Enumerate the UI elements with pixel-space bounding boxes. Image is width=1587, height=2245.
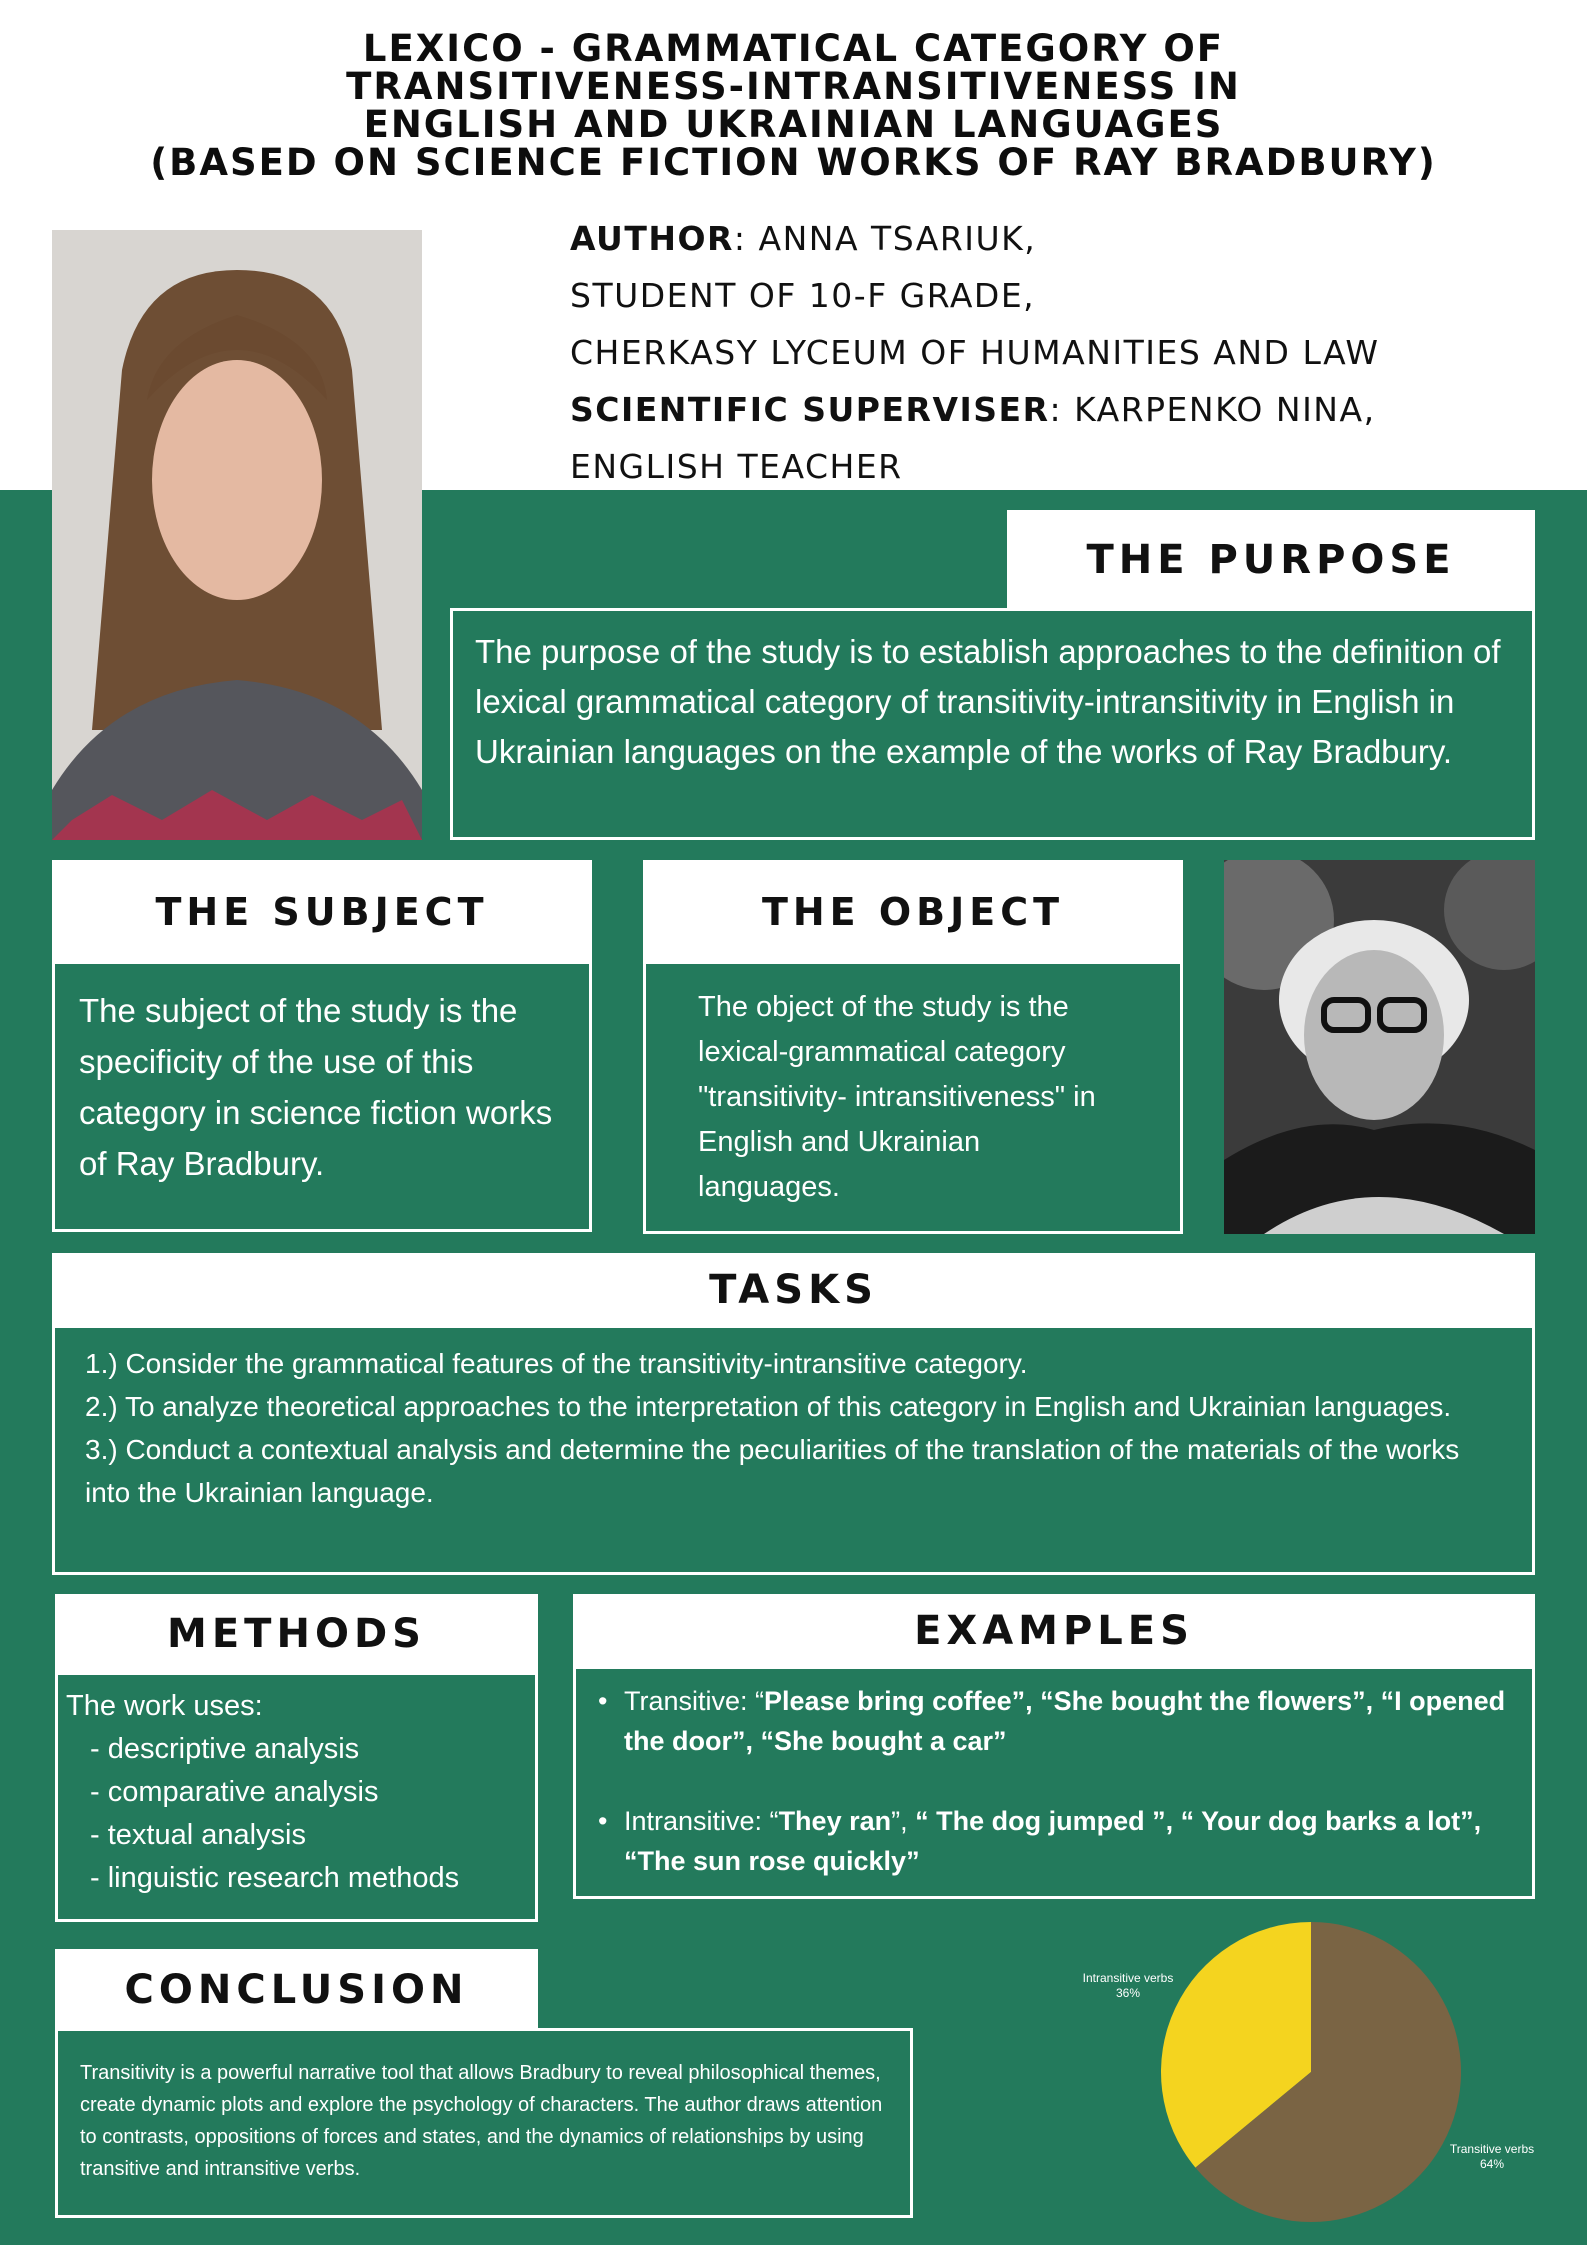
method-item: - descriptive analysis [90,1733,360,1765]
intransitive-example-2: “ The dog jumped ”, “ Your dog barks a lot”, “The sun rose quickly” [624,1806,1482,1876]
methods-box [55,1672,538,1922]
tasks-box [52,1325,1535,1575]
task-item-1: 1.) Consider the grammatical features of the transitivity-intransitive category. [85,1348,1028,1379]
supervisor-role: ENGLISH TEACHER [570,447,903,486]
author-line [570,210,1570,267]
object-heading: THE OBJECT [643,860,1183,964]
method-item: - comparative analysis [90,1776,379,1808]
pie-value-transitive: 64% [1479,2157,1505,2171]
title-line-2: TRANSITIVENESS-INTRANSITIVENESS IN [346,65,1241,108]
method-item: - textual analysis [90,1819,306,1851]
task-item-2: 2.) To analyze theoretical approaches to the interpretation of this category in English and Ukrainian languages. [85,1391,1452,1422]
pie-label-transitive: Transitive verbs [1449,2142,1535,2156]
intransitive-separator: ”, [891,1806,908,1836]
conclusion-text: Transitivity is a powerful narrative tool that allows Bradbury to reveal philosophical themes, create dynamic plots and explore the psychology of characters. The author draws attention to contrasts, oppositions of forces and states, and the dynamics of relationships by using transitive and intransitive verbs. [80,2062,883,2180]
supervisor-label: SCIENTIFIC SUPERVISER [570,390,1050,429]
bradbury-photo-art [1224,860,1535,1234]
transitive-label: Transitive: “ [624,1686,765,1716]
example-transitive [598,1681,1510,1761]
conclusion-box [55,2028,913,2218]
tasks-heading: TASKS [52,1253,1535,1327]
transitive-examples: Please bring coffee”, “She bought the flowers”, “I opened the door”, “She bought a car” [624,1686,1506,1756]
title-line-3: ENGLISH AND UKRAINIAN LANGUAGES [363,103,1224,146]
methods-heading: METHODS [55,1594,538,1674]
object-text: The object of the study is the lexical-grammatical category "transitivity- intransitiveness" in English and Ukrainian languages. [698,991,1096,1203]
examples-heading: EXAMPLES [573,1594,1535,1668]
author-name: : ANNA TSARIUK, [733,219,1037,258]
purpose-heading: THE PURPOSE [1007,510,1535,610]
author-label: AUTHOR [570,219,734,258]
supervisor-name: : KARPENKO NINA, [1049,390,1376,429]
author-school: CHERKASY LYCEUM OF HUMANITIES AND LAW [570,333,1380,372]
bullet-icon: • [598,1686,608,1716]
task-item-3: 3.) Conduct a contextual analysis and determine the peculiarities of the translation of the materials of the works into the Ukrainian language. [85,1434,1460,1508]
methods-intro: The work uses: [66,1690,263,1722]
example-intransitive-text [624,1801,1510,1881]
verb-pie-chart [1060,1915,1580,2235]
example-intransitive [598,1801,1510,1881]
subject-heading: THE SUBJECT [52,860,592,964]
pie-value-intransitive: 36% [1115,1986,1141,2000]
object-box [643,960,1183,1234]
conclusion-heading: CONCLUSION [55,1949,538,2031]
title-line-4: (BASED ON SCIENCE FICTION WORKS OF RAY BRADBURY) [150,141,1437,184]
pie-chart-svg [1060,1915,1580,2235]
author-info [570,210,1570,495]
intransitive-example-1: They ran [778,1806,892,1836]
author-grade: STUDENT OF 10-F GRADE, [570,276,1036,315]
poster-title [60,27,1527,184]
examples-box [573,1666,1535,1899]
author-photo [52,230,422,840]
pie-label-intransitive: Intransitive verbs [1082,1971,1174,1985]
purpose-box [450,608,1535,840]
supervisor-line [570,381,1570,438]
subject-text: The subject of the study is the specificity of the use of this category in science fiction works of Ray Bradbury. [79,992,553,1182]
title-line-1: LEXICO - GRAMMATICAL CATEGORY OF [362,27,1225,70]
bullet-icon: • [598,1806,608,1836]
method-item: - linguistic research methods [90,1862,460,1894]
subject-box [52,960,592,1232]
example-transitive-text [624,1681,1510,1761]
author-photo-art [52,230,422,840]
intransitive-label: Intransitive: “ [624,1806,779,1836]
bradbury-photo [1224,860,1535,1234]
purpose-text: The purpose of the study is to establish approaches to the definition of lexical grammatical category of transitivity-intransitivity in English in Ukrainian languages on the example of the works of Ray Bradbury. [475,633,1501,770]
methods-list [66,1728,527,1900]
